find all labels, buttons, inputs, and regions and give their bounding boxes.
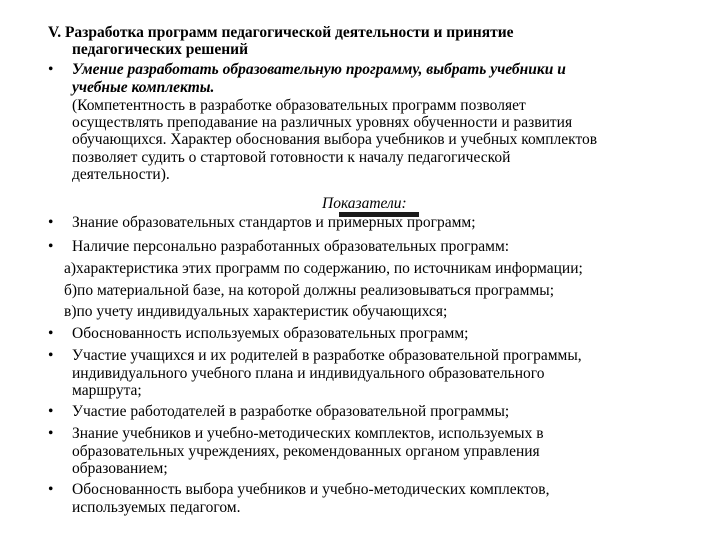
indicators-label: Показатели: (322, 195, 407, 212)
indicator-line: Наличие персонально разработанных образовательных программ: (72, 238, 510, 255)
bullet-marker: • (48, 325, 54, 342)
indicator-item (48, 403, 708, 421)
bullet-marker: • (48, 403, 54, 420)
section-heading-line-1: V. Разработка программ педагогической деятельности и принятие (48, 24, 514, 41)
explanation-line: деятельности). (72, 165, 170, 183)
indicator-line: Обоснованность используемых образовательных программ; (72, 325, 469, 342)
indicator-line: Участие работодателей в разработке образовательной программы; (72, 403, 510, 420)
explanation-line: (Компетентность в разработке образовательных программ позволяет (72, 97, 526, 114)
subitem-content: а)характеристика этих программ по содержанию, по источникам информации; (64, 260, 583, 277)
explanation-line: обучающихся. Характер обоснования выбора учебников и учебных комплектов (72, 131, 598, 149)
explanation-line: осуществлять преподавание на различных уровнях обученности и развития (72, 114, 573, 132)
bullet-marker: • (48, 214, 54, 231)
skill-line-1: Умение разработать образовательную программу, выбрать учебники и (72, 61, 566, 78)
indicator-item (48, 347, 708, 400)
indicator-item (48, 325, 708, 343)
skill-bullet-item (48, 61, 708, 96)
indicator-line: образовательных учреждениях, рекомендованных органом управления (72, 442, 540, 460)
indicator-line: используемых педагогом. (72, 498, 241, 516)
indicator-line: Знание образовательных стандартов и примерных программ; (72, 214, 476, 231)
skill-line-2: учебные комплекты. (72, 78, 215, 96)
bullet-marker: • (48, 238, 54, 255)
indicator-item (48, 481, 708, 516)
bullet-marker: • (48, 61, 54, 78)
section-heading-line-2: педагогических решений (72, 41, 249, 58)
section-heading (48, 24, 698, 58)
bullet-marker: • (48, 425, 54, 442)
indicator-line: индивидуального учебного плана и индивидуального образовательного (72, 364, 545, 382)
indicator-line: Обоснованность выбора учебников и учебно-методических комплектов, (72, 481, 550, 498)
bullet-marker: • (48, 347, 54, 364)
bullet-marker: • (48, 481, 54, 498)
subitem-material: б)по материальной базе, на которой должны реализовываться программы; (64, 282, 555, 299)
explanation-line: позволяет судить о стартовой готовности к началу педагогической (72, 148, 511, 166)
indicator-item (48, 425, 708, 478)
subitem-individual: в)по учету индивидуальных характеристик обучающихся; (64, 303, 448, 320)
indicator-item (48, 214, 708, 232)
indicator-line: маршрута; (72, 382, 142, 399)
indicator-line: образованием; (72, 460, 168, 477)
indicator-line: Знание учебников и учебно-методических комплектов, используемых в (72, 425, 544, 442)
explanation-paragraph (72, 97, 702, 183)
indicator-item (48, 238, 708, 256)
indicator-line: Участие учащихся и их родителей в разработке образовательной программы, (72, 347, 582, 364)
